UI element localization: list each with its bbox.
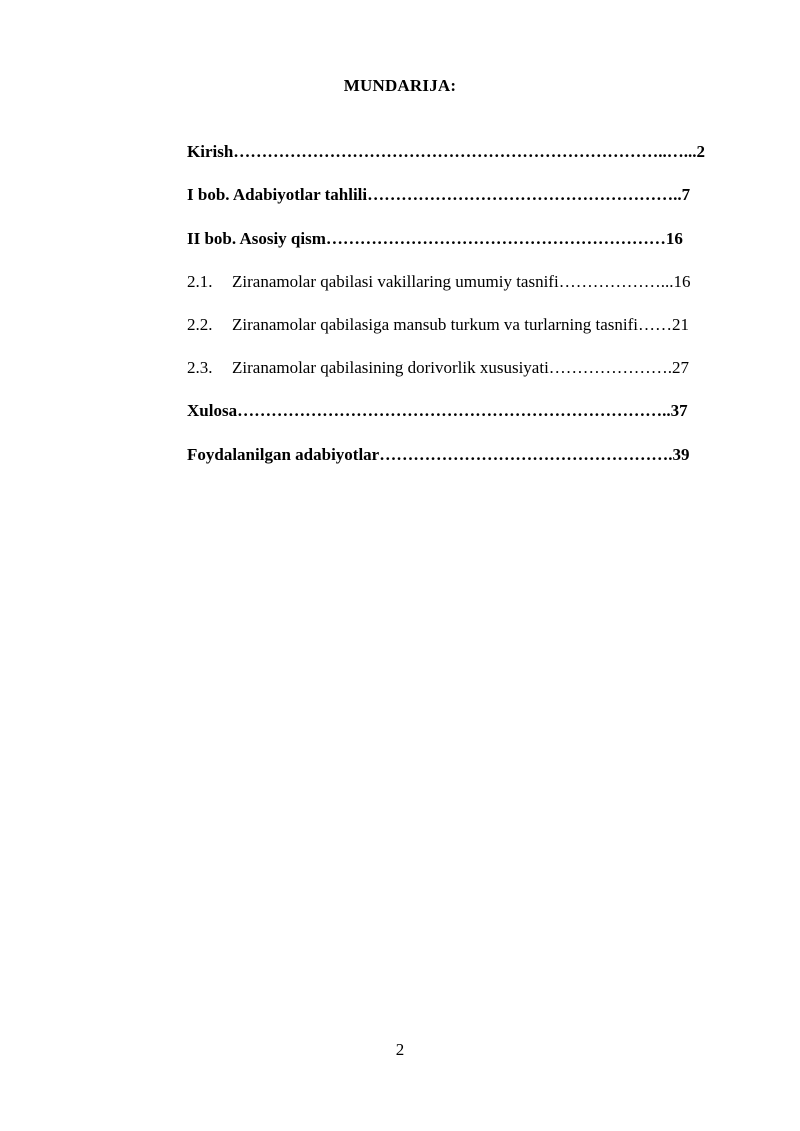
toc-entry-chapter-1 — [187, 184, 743, 206]
page-title: MUNDARIJA: — [343, 76, 457, 95]
toc-entry-text: Ziranamolar qabilasining dorivorlik xususiyati………………….27 — [232, 358, 690, 377]
toc-entry-chapter-2 — [187, 228, 743, 250]
toc-entry-number: 2.2. — [187, 315, 213, 334]
toc-entry-section-2-2 — [187, 314, 743, 336]
toc-entry-text: Xulosa…………………………………………………………………..37 — [187, 401, 688, 420]
toc-entry-text: II bob. Asosiy qism……………………………………………………16 — [187, 229, 683, 248]
toc-entry-text: I bob. Adabiyotlar tahlili………………………………………………..7 — [187, 185, 691, 204]
toc-entry-text: Foydalanilgan adabiyotlar…………………………………………….39 — [187, 445, 690, 464]
page-number: 2 — [395, 1040, 405, 1059]
toc-entry-text: Ziranamolar qabilasi vakillaring umumiy tasnifi………………...16 — [232, 272, 691, 291]
toc-entry-xulosa — [187, 400, 743, 422]
toc-entry-number: 2.1. — [187, 272, 213, 291]
toc-entry-references — [187, 444, 743, 466]
toc-entry-text: Kirish…………………………………………………………………..…...2 — [187, 142, 706, 161]
toc-entry-section-2-1 — [187, 271, 743, 293]
toc-entry-text: Ziranamolar qabilasiga mansub turkum va turlarning tasnifi……21 — [232, 315, 689, 334]
toc-entry-number: 2.3. — [187, 358, 213, 377]
toc-entry-kirish — [187, 141, 743, 163]
toc-entry-section-2-3 — [187, 357, 743, 379]
